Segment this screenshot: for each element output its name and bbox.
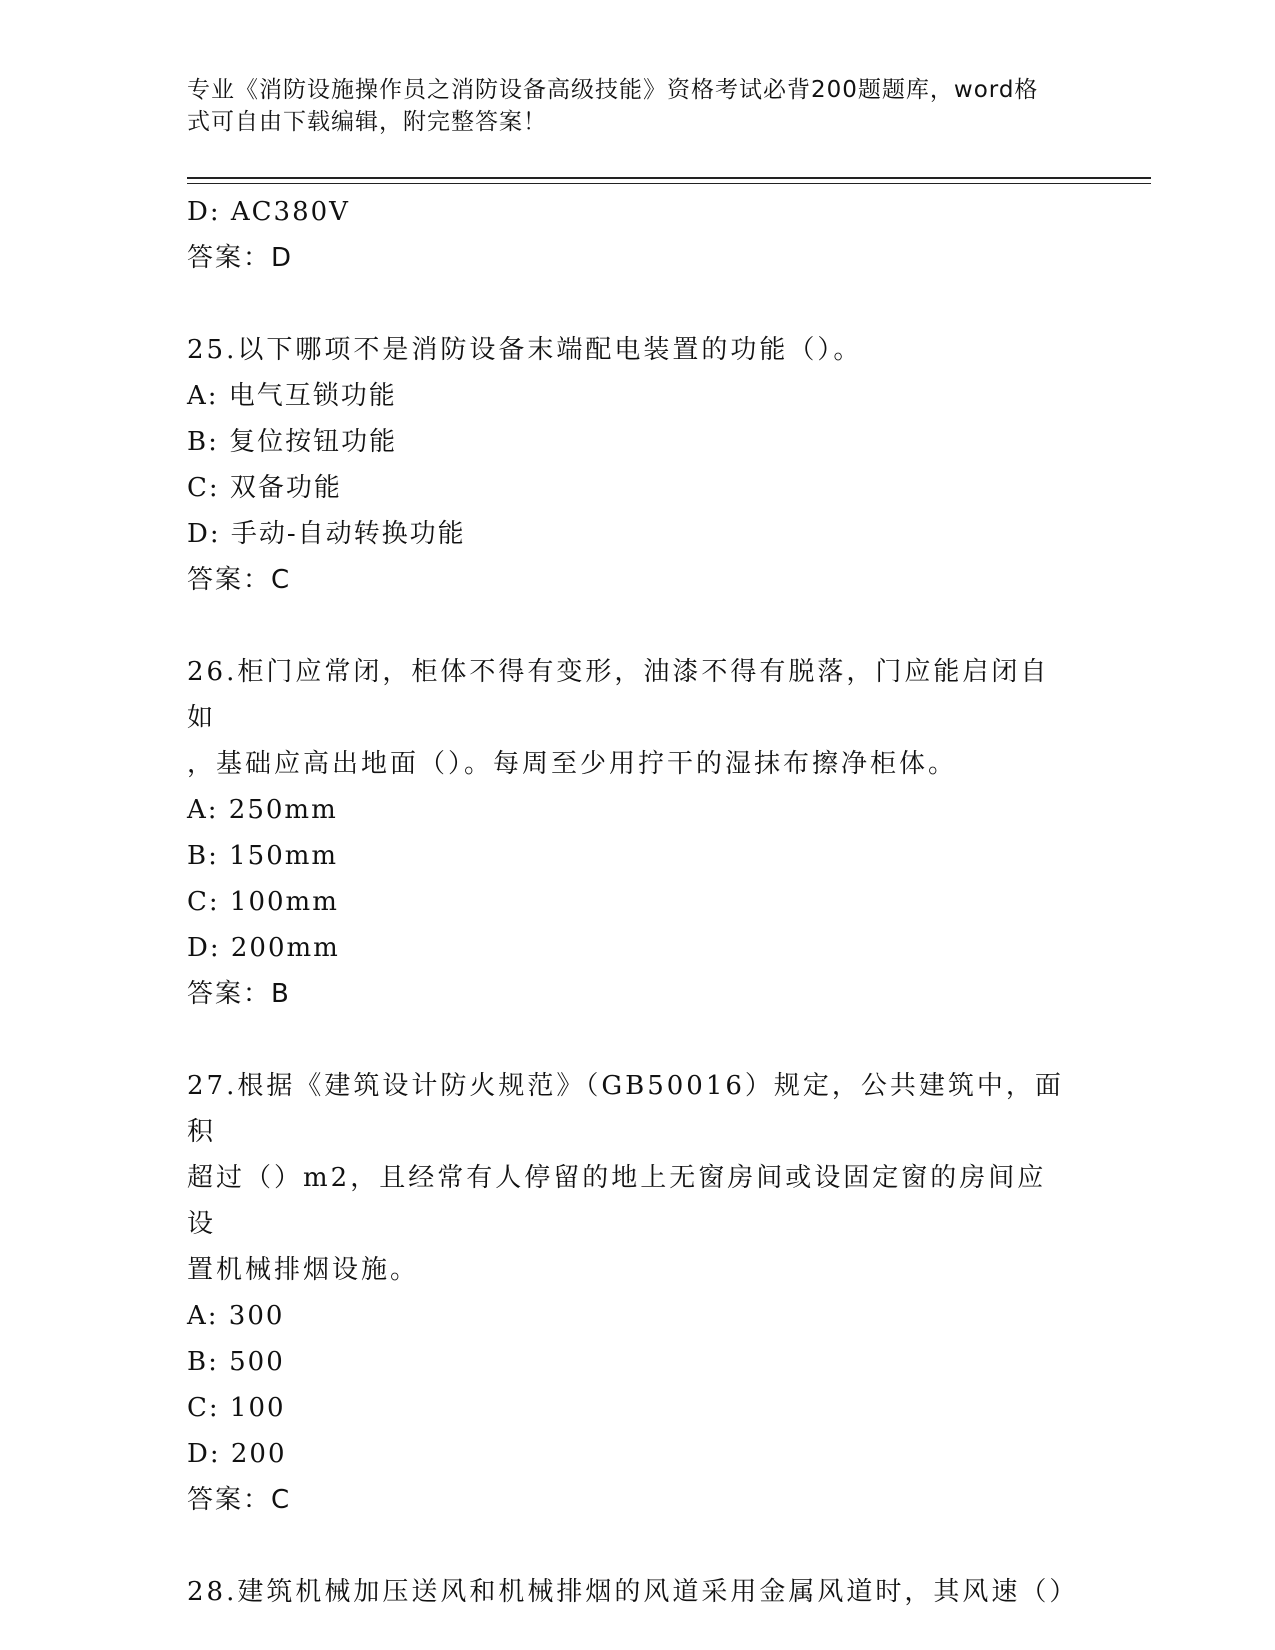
question-stem-line-3: 置机械排烟设施。 — [187, 1255, 420, 1285]
spacer — [187, 1017, 1087, 1063]
question-stem-line-1: 27.根据《建筑设计防火规范》（GB50016）规定，公共建筑中，面积 — [187, 1071, 1064, 1147]
question-stem: 25.以下哪项不是消防设备末端配电装置的功能（）。 — [187, 335, 863, 365]
answer: 答案：B — [187, 979, 291, 1009]
header-rule-thin — [187, 183, 1151, 184]
carry-over-answer: 答案：D — [187, 243, 294, 273]
option-a: A: 250mm — [187, 795, 338, 825]
option-a: A: 电气互锁功能 — [187, 381, 397, 411]
option-a: A: 300 — [187, 1301, 285, 1331]
header-line-1: 专业《消防设施操作员之消防设备高级技能》资格考试必背200题题库，word格 — [187, 77, 1039, 103]
question-25 — [187, 327, 1087, 603]
option-d: D: 手动-自动转换功能 — [187, 519, 466, 549]
option-b: B: 150mm — [187, 841, 339, 871]
answer: 答案：C — [187, 565, 292, 595]
option-b: B: 500 — [187, 1347, 285, 1377]
answer: 答案：C — [187, 1485, 292, 1515]
option-d: D: 200 — [187, 1439, 287, 1469]
document-header — [187, 74, 1067, 138]
question-stem-line-2: ，基础应高出地面（）。每周至少用拧干的湿抹布擦净柜体。 — [187, 749, 958, 779]
question-stem-line-2: 超过（）m2，且经常有人停留的地上无窗房间或设固定窗的房间应设 — [187, 1163, 1047, 1239]
header-rule-thick — [187, 177, 1151, 179]
spacer — [187, 281, 1087, 327]
header-line-2: 式可自由下载编辑，附完整答案！ — [187, 109, 547, 135]
question-content — [187, 189, 1087, 1615]
question-27 — [187, 1063, 1087, 1523]
option-d: D: 200mm — [187, 933, 340, 963]
option-c: C: 100mm — [187, 887, 339, 917]
question-26 — [187, 649, 1087, 1017]
spacer — [187, 1523, 1087, 1569]
option-b: B: 复位按钮功能 — [187, 427, 398, 457]
question-28 — [187, 1569, 1087, 1615]
spacer — [187, 603, 1087, 649]
carry-over-option-d: D: AC380V — [187, 197, 350, 227]
question-stem: 28.建筑机械加压送风和机械排烟的风道采用金属风道时，其风速（） — [187, 1577, 1079, 1607]
option-c: C: 100 — [187, 1393, 286, 1423]
option-c: C: 双备功能 — [187, 473, 342, 503]
question-stem-line-1: 26.柜门应常闭，柜体不得有变形，油漆不得有脱落，门应能启闭自如 — [187, 657, 1050, 733]
